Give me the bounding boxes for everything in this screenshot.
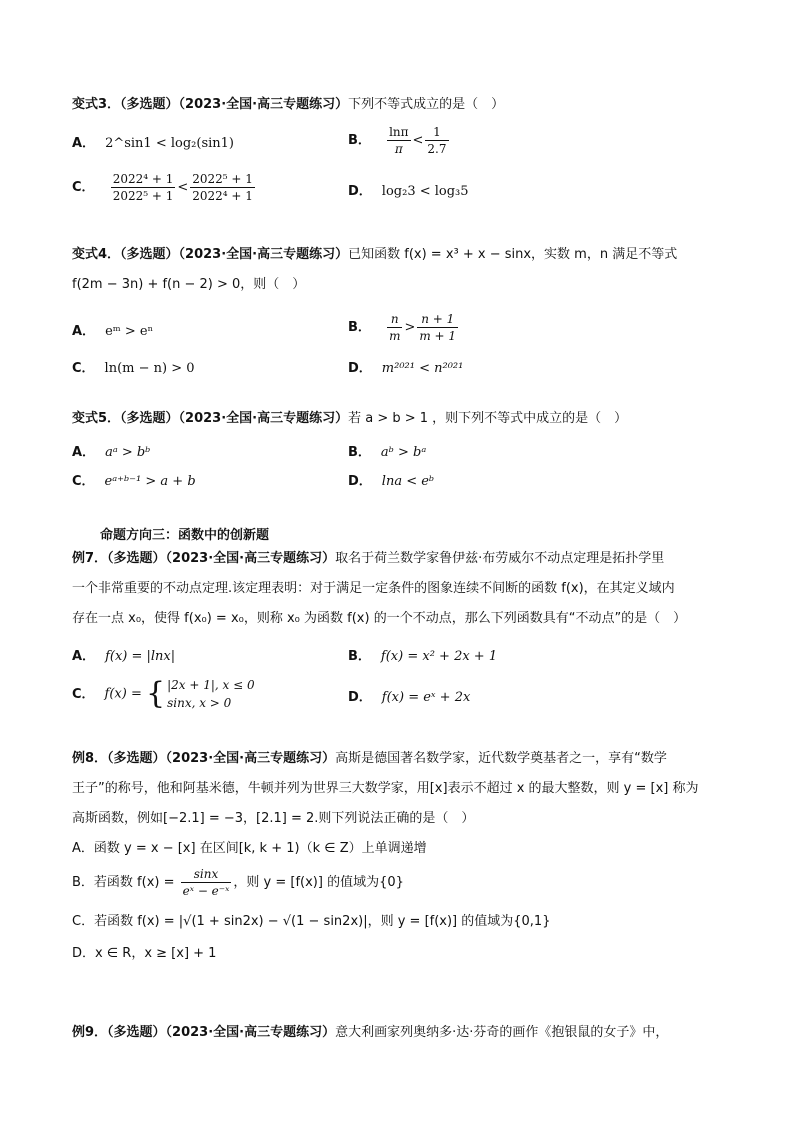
option-c: C．若函数 f(x) = |√(1 + sin2x) − √(1 − sin2x)|，则 y = [f(x)] 的值域为{0,1} <box>72 914 551 929</box>
question-heading: 变式3．（多选题）（2023·全国·高三专题练习） <box>72 97 349 112</box>
option-b: B． $\frac{n}{m}$ > $\frac{n + 1}{m + 1}$ <box>348 312 457 343</box>
option-d: D． f(x) = eˣ + 2x <box>348 690 471 705</box>
question-heading: 变式4．（多选题）（2023·全国·高三专题练习） <box>72 247 349 262</box>
question-variant-3 <box>72 90 732 120</box>
option-c: C． $\frac{\text{2022⁴ + 1}}{\text{2022⁵ + 1}}$ < $\frac{\text{2022⁵ + 1}}{\text{2022⁴ + 1}}$ <box>72 172 253 203</box>
option-c: C． ln(m − n) > 0 <box>72 361 195 376</box>
option-a: A． f(x) = |lnx| <box>72 649 176 664</box>
example-7: 例7．（多选题）（2023·全国·高三专题练习）取名于荷兰数学家鲁伊兹·布劳威尔不动点定理是拓扑学里 一个非常重要的不动点定理.该定理表明：对于满足一定条件的图象连续不间断的函数 f(x)，在其定义域内 存在一点 x₀，使得 f(x₀) = x₀，则称 x₀ 为函数 f(x) 的一个不动点，那么下列函数具有“不动点”的是（ ） <box>72 551 687 626</box>
question-heading: 例9．（多选题）（2023·全国·高三专题练习） <box>72 1025 336 1040</box>
brace-symbol: { <box>146 676 166 711</box>
question-text-2: f(2m − 3n) + f(n − 2) > 0，则（ ） <box>72 277 306 292</box>
section-heading: 命题方向三：函数中的创新题 <box>100 528 270 543</box>
question-text: 若 a > b > 1 ，则下列不等式中成立的是（ ） <box>348 411 628 426</box>
option-d: D． m²⁰²¹ < n²⁰²¹ <box>348 361 464 376</box>
question-heading: 例8．（多选题）（2023·全国·高三专题练习） <box>72 751 336 766</box>
option-a: A．函数 y = x − [x] 在区间[k, k + 1)（k ∈ Z）上单调递增 <box>72 841 427 856</box>
question-variant-5 <box>72 404 732 434</box>
question-variant-4 <box>72 240 732 300</box>
option-a: A． eᵐ > eⁿ <box>72 324 154 339</box>
question-text: 下列不等式成立的是（ ） <box>348 97 505 112</box>
option-b: B． aᵇ > bᵃ <box>348 445 427 460</box>
option-d: D．x ∈ R，x ≥ [x] + 1 <box>72 946 217 961</box>
question-text: 已知函数 f(x) = x³ + x − sinx，实数 m，n 满足不等式 <box>348 247 678 262</box>
question-heading: 例7．（多选题）（2023·全国·高三专题练习） <box>72 551 336 566</box>
option-b: B． $\frac{\ln\pi}{\pi}$ < $\frac{1}{2.7}$ <box>348 125 447 156</box>
example-8: 例8．（多选题）（2023·全国·高三专题练习）高斯是德国著名数学家，近代数学奠基者之一，享有“数学 王子”的称号，他和阿基米德，牛顿并列为世界三大数学家，用[x]表示不超过 x 的最大整数，则 y = [x] 称为 高斯函数，例如[−2.1] = −3，[2.1] = 2.则下列说法正确的是（ ） <box>72 751 699 826</box>
option-a: A． 2^sin1 < log₂(sin1) <box>72 136 234 151</box>
option-c: C． f(x) = { |2x + 1|, x ≤ 0 sinx, x > 0 <box>72 676 255 711</box>
option-b: B．若函数 f(x) = $\frac{\sin x}{\text{eˣ − e⁻ˣ}}$ ，则 y = [f(x)] 的值域为{0} <box>72 867 404 898</box>
option-d: D． log₂3 < log₃5 <box>348 184 469 199</box>
question-heading: 变式5．（多选题）（2023·全国·高三专题练习） <box>72 411 349 426</box>
option-c: C． eᵃ⁺ᵇ⁻¹ > a + b <box>72 474 196 489</box>
option-b: B． f(x) = x² + 2x + 1 <box>348 649 498 664</box>
option-a: A． aᵃ > bᵇ <box>72 445 151 460</box>
example-9: 例9．（多选题）（2023·全国·高三专题练习）意大利画家列奥纳多·达·芬奇的画作《抱银鼠的女子》中， <box>72 1025 669 1040</box>
option-d: D． lna < eᵇ <box>348 474 435 489</box>
